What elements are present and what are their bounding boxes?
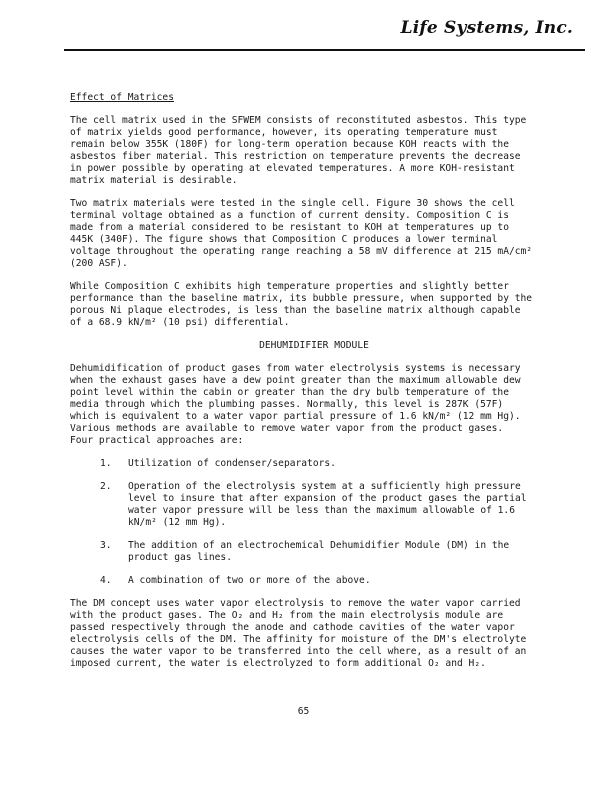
list-item bbox=[70, 540, 558, 564]
document-body bbox=[70, 92, 558, 681]
section-title-dehumidifier-module: DEHUMIDIFIER MODULE bbox=[259, 340, 369, 351]
list-item bbox=[70, 575, 558, 587]
list-item-number: 1. bbox=[100, 458, 112, 469]
list-item bbox=[70, 481, 558, 529]
list-item-number: 4. bbox=[100, 575, 112, 586]
header-rule bbox=[64, 49, 585, 51]
list-item-text: Utilization of condenser/separators. bbox=[128, 458, 336, 469]
paragraph-4: Dehumidification of product gases from water electrolysis systems is necessary when the exhaust gases have a dew point greater than the maximum allowable dew point level within the cabin or greater than the dry bulb temperature of the media through which the plumbing passes. Normally, this level is 287K (57F) which is equivalent to a water vapor partial pressure of 1.6 kN/m² (12 mm Hg). Various methods are available to remove water vapor from the product gases. Four practical approaches are: bbox=[70, 363, 521, 446]
list-item-number: 2. bbox=[100, 481, 112, 492]
list-item-text: Operation of the electrolysis system at a sufficiently high pressure level to insure that after expansion of the product gases the partial water vapor pressure will be less than the maximum allowable of 1.6 kN/m² (12 mm Hg). bbox=[128, 481, 527, 528]
page-number: 65 bbox=[297, 706, 310, 717]
paragraph-2: Two matrix materials were tested in the single cell. Figure 30 shows the cell terminal voltage obtained as a function of current density. Composition C is made from a material considered to be resistant to KOH at temperatures up to 445K (340F). The figure shows that Composition C produces a lower terminal voltage throughout the operating range reaching a 58 mV difference at 215 mA/cm² (200 ASF). bbox=[70, 198, 533, 269]
paragraph-5: The DM concept uses water vapor electrolysis to remove the water vapor carried with the product gases. The O₂ and H₂ from the main electrolysis module are passed respectively through the anode and cathode cavities of the water vapor electrolysis cells of the DM. The affinity for moisture of the DM's electrolyte causes the water vapor to be transferred into the cell where, as a result of an imposed current, the water is electrolyzed to form additional O₂ and H₂. bbox=[70, 598, 527, 669]
company-logo: Life Systems, Inc. bbox=[400, 18, 573, 38]
list-item-text: A combination of two or more of the above. bbox=[128, 575, 371, 586]
section-heading-effect-of-matrices: Effect of Matrices bbox=[70, 92, 174, 103]
paragraph-3: While Composition C exhibits high temperature properties and slightly better performance than the baseline matrix, its bubble pressure, when supported by the porous Ni plaque electrodes, is less than the baseline matrix although capable of a 68.9 kN/m² (10 psi) differential. bbox=[70, 281, 533, 328]
approaches-list bbox=[70, 458, 558, 587]
list-item-text: The addition of an electrochemical Dehumidifier Module (DM) in the product gas lines. bbox=[128, 540, 510, 563]
list-item-number: 3. bbox=[100, 540, 112, 551]
list-item bbox=[70, 458, 558, 470]
paragraph-1: The cell matrix used in the SFWEM consists of reconstituted asbestos. This type of matrix yields good performance, however, its operating temperature must remain below 355K (180F) for long-term operation because KOH reacts with the asbestos fiber material. This restriction on temperature prevents the decrease in power possible by operating at elevated temperatures. A more KOH-resistant matrix material is desirable. bbox=[70, 115, 527, 186]
